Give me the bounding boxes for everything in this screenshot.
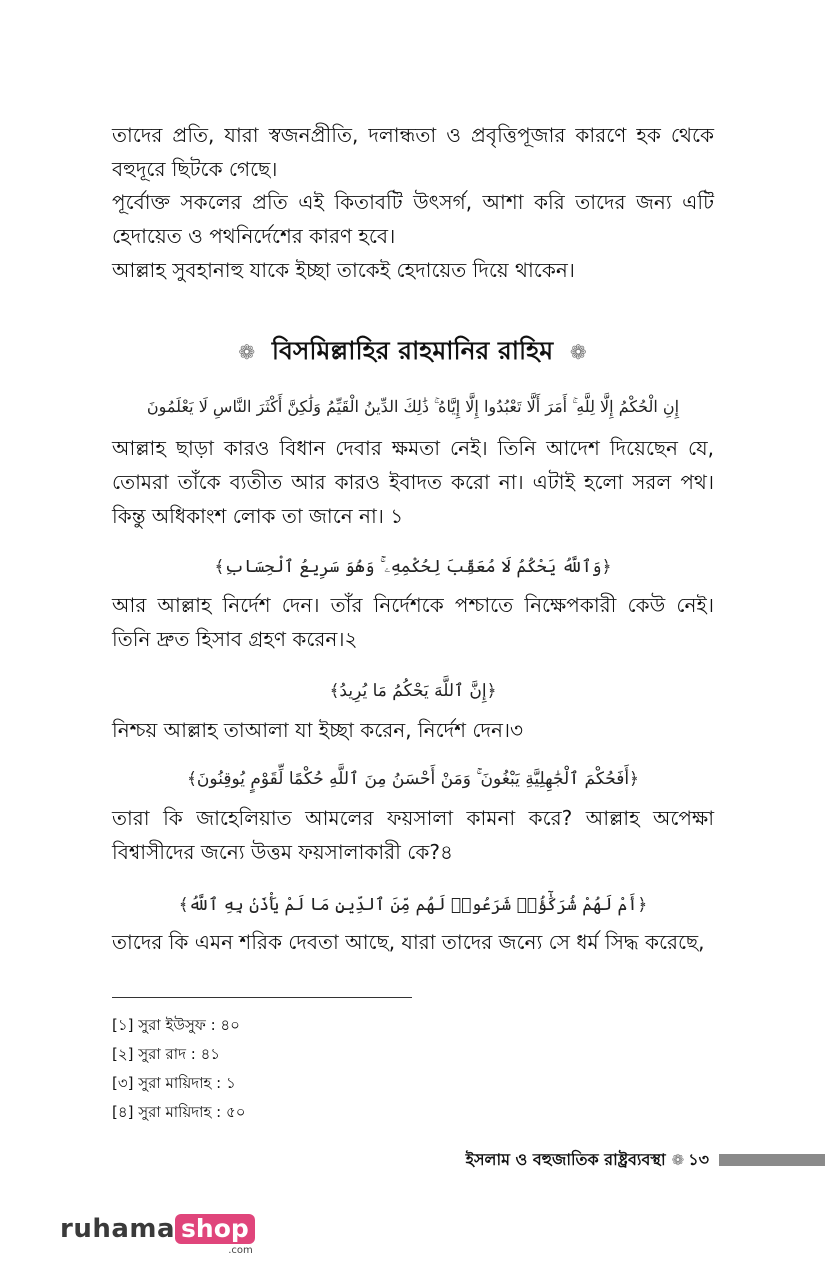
flower-ornament-icon: ❁ (671, 1151, 685, 1169)
watermark-logo (60, 1214, 255, 1256)
verse-translation-5: তাদের কি এমন শরিক দেবতা আছে, যারা তাদের জন্যে সে ধর্ম সিদ্ধ করেছে, (112, 930, 705, 954)
heading-text: বিসমিল্লাহির রাহমানির রাহিম (271, 336, 554, 365)
dedication-paragraph-1: তাদের প্রতি, যারা স্বজনপ্রীতি, দলান্ধতা ও প্রবৃত্তিপূজার কারণে হক থেকে বহুদূরে ছিটকে গেছে। (112, 123, 714, 181)
logo-brand-left: ruhama (60, 1214, 176, 1244)
page-number: ১৩ (688, 1149, 709, 1169)
verse-translation-4: তারা কি জাহেলিয়াত আমলের ফয়সালা কামনা করে? আল্লাহ অপেক্ষা বিশ্বাসীদের জন্যে উত্তম ফয়সালাকারী কে?৪ (112, 806, 714, 864)
bismillah-heading (0, 333, 825, 370)
arabic-verse-1: إِنِ الْحُكْمُ إِلَّا لِلَّهِ ۚ أَمَرَ أَلَّا تَعْبُدُوا إِلَّا إِيَّاهُ ۚ ذَٰلِكَ الدِّينُ الْقَيِّمُ وَلَٰكِنَّ أَكْثَرَ النَّاسِ لَا يَعْلَمُونَ (146, 397, 680, 416)
dedication-paragraph-3: আল্লাহ সুবহানাহু যাকে ইচ্ছা তাকেই হেদায়েত দিয়ে থাকেন। (112, 258, 575, 282)
verse-translation-1: আল্লাহ ছাড়া কারও বিধান দেবার ক্ষমতা নেই। তিনি আদেশ দিয়েছেন যে, তোমরা তাঁকে ব্যতীত আর কারও ইবাদত করো না। এটাই হলো সরল পথ। কিন্তু অধিকাংশ লোক তা জানে না। ১ (112, 436, 714, 528)
footnote-item: [৩] সুরা মায়িদাহ : ১ (112, 1074, 236, 1092)
logo-domain: .com (228, 1245, 253, 1256)
footnote-item: [১] সুরা ইউসুফ : ৪০ (112, 1016, 240, 1034)
verse-translation-3: নিশ্চয় আল্লাহ তাআলা যা ইচ্ছা করেন, নির্দেশ দেন।৩ (112, 718, 524, 742)
flower-ornament-icon: ❁ (569, 340, 587, 364)
page-footer (466, 1146, 825, 1174)
verse-translation-2: আর আল্লাহ নির্দেশ দেন। তাঁর নির্দেশকে পশ্চাতে নিক্ষেপকারী কেউ নেই। তিনি দ্রুত হিসাব গ্রহণ করেন।২ (112, 593, 714, 651)
footnotes (112, 1011, 245, 1127)
dedication-paragraph-2: পূর্বোক্ত সকলের প্রতি এই কিতাবটি উৎসর্গ, আশা করি তাদের জন্য এটি হেদায়েত ও পথনির্দেশের কারণ হবে। (112, 190, 714, 248)
running-title: ইসলাম ও বহুজাতিক রাষ্ট্রব্যবস্থা (465, 1149, 666, 1169)
footnote-divider (112, 997, 412, 998)
flower-ornament-icon: ❁ (238, 340, 256, 364)
logo-brand-right: shop (175, 1214, 255, 1244)
footnote-item: [২] সুরা রাদ : ৪১ (112, 1045, 221, 1063)
arabic-verse-5: ﴿أَمْ لَهُمْ شُرَكَٰٓؤُا۟ شَرَعُوا۟ لَهُم مِّنَ ٱلدِّينِ مَا لَمْ يَأْذَنۢ بِهِ ٱللَّهُ﴾ (178, 895, 648, 915)
footer-bar (719, 1154, 825, 1166)
arabic-verse-2: ﴿وَٱللَّهُ يَحْكُمُ لَا مُعَقِّبَ لِحُكْمِهِۦ ۚ وَهُوَ سَرِيعُ ٱلْحِسَابِ﴾ (214, 557, 612, 577)
footnote-item: [৪] সুরা মায়িদাহ : ৫০ (112, 1103, 246, 1121)
arabic-verse-4: ﴿أَفَحُكْمَ ٱلْجَٰهِلِيَّةِ يَبْغُونَ ۚ وَمَنْ أَحْسَنُ مِنَ ٱللَّهِ حُكْمًا لِّقَوْمٍ يُوقِنُونَ﴾ (186, 769, 640, 789)
arabic-verse-3: ﴿إِنَّ ٱللَّهَ يَحْكُمُ مَا يُرِيدُ﴾ (329, 681, 497, 701)
logo-shop-badge (175, 1214, 255, 1256)
